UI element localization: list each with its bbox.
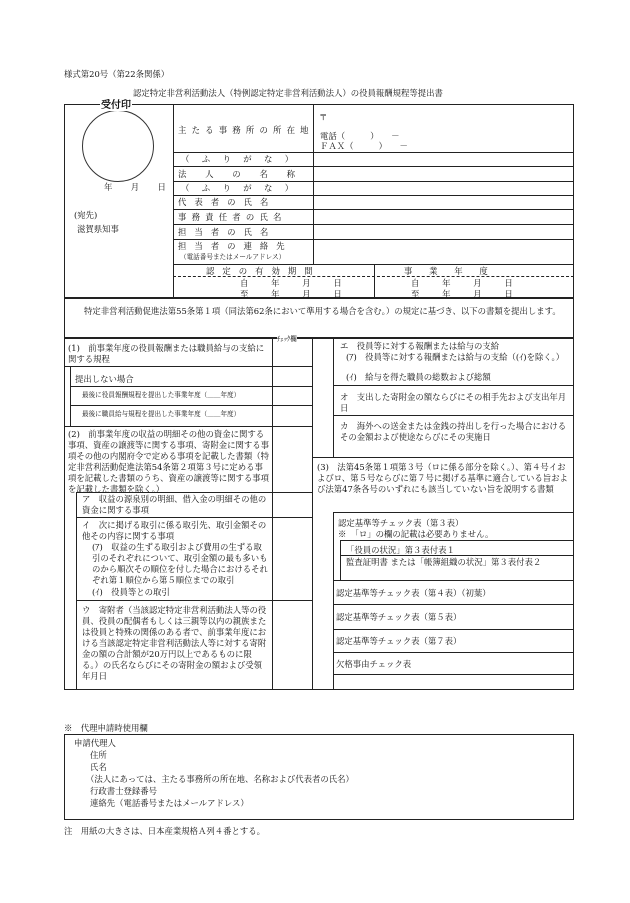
divider [333, 512, 574, 513]
divider [333, 604, 574, 605]
divider [70, 386, 312, 387]
divider [76, 492, 312, 493]
staff-contact-note: （電話番号またはメールアドレス） [180, 253, 286, 261]
divider [312, 457, 574, 458]
item-3: (3) 法第45条第１項第３号（ロに係る部分を除く。）、第４号イおよびロ、第５号ならびに第７号に掲げる基準に適合している旨および法第47条各号のいずれにも該当していない旨を説明する書類 [317, 462, 568, 494]
last-officer-year: 最後に役員報酬規程を提出した事業年度（＿＿年度） [82, 391, 241, 399]
form-number: 様式第20号（第22条関係） [64, 69, 170, 79]
divider [173, 224, 574, 225]
rep-name-label: 代表者の氏名 [178, 197, 277, 207]
validity-to: 至 年 月 日 [240, 289, 344, 299]
divider [333, 674, 574, 675]
divider [173, 181, 574, 182]
divider [173, 104, 174, 298]
divider [333, 385, 334, 457]
fiscal-year-label: 事 業 年 度 [404, 266, 488, 276]
furigana-label-2: （ ふ り が な ） [181, 183, 296, 193]
addressee-honorific: (宛先) [74, 210, 98, 220]
checklist-table-3: 認定基準等チェック表（第３表） [338, 518, 464, 528]
item-2e-b: (ｲ) 給与を得た職員の総数および総額 [346, 372, 491, 382]
corp-name-label: 法 人 の 名 称 [178, 169, 301, 179]
validity-from: 自 年 月 日 [240, 278, 344, 288]
item-2u: ウ 寄附者（当該認定特定非営利活動法人等の役員、役員の配偶者もしくは三親等以内の親族または役員と特殊の関係のある者で、前事業年度における当該認定特定非営利活動法人等に対する寄附金の額の合計額が20万円以上であるものに限る。）の氏名ならびにその寄附金の額および受領年月日 [82, 605, 267, 681]
checklist-table-5: 認定基準等チェック表（第５表） [336, 612, 462, 622]
postal-mark: 〒 [319, 112, 328, 122]
fiscal-to: 至 年 月 日 [411, 289, 515, 299]
reception-stamp-circle [82, 110, 154, 182]
item-2: (2) 前事業年度の収益の明細その他の資金に関する事項、資産の譲渡等に関する事項、寄附金に関する事項その他の内閣府令で定める事項を記載した書類（特定非営利活動促進法第54条第２項第３号に定める事項を記載した書類のうち、資産の譲渡等に関する事項を記載した書類を除く。） [68, 429, 269, 494]
item-2i: イ 次に掲げる取引に係る取引先、取引金額その他その内容に関する事項 [82, 520, 267, 541]
document-title: 認定特定非営利活動法人（特例認定特定非営利活動法人）の役員報酬規程等提出書 [133, 88, 443, 98]
divider [173, 152, 574, 153]
divider [173, 195, 574, 196]
tel-field: 電話（ ） － [320, 131, 400, 141]
divider [374, 264, 375, 298]
agent-name: 氏名 [90, 762, 107, 772]
stamp-date: 年 月 日 [104, 182, 171, 192]
divider [333, 385, 574, 386]
staff-name-label: 担当者の氏名 [178, 227, 277, 237]
divider [173, 166, 574, 167]
item-2i-a: (ｱ) 収益の生ずる取引および費用の生ずる取引のそれぞれについて、取引金額の最も多いものから順次その順位を付した場合におけるそれぞれ第１順位から第５順位までの取引 [92, 542, 268, 585]
not-submit-label: 提出しない場合 [75, 374, 134, 384]
divider [333, 580, 574, 581]
divider [340, 555, 574, 556]
last-staff-year: 最後に職員給与規程を提出した事業年度（＿＿年度） [82, 410, 241, 418]
item-2o: オ 支出した寄附金の額ならびにその相手先および支出年月日 [340, 392, 567, 413]
item-2ka: カ 海外への送金または金銭の持出しを行った場合におけるその金額および使途ならびにその実施日 [340, 421, 567, 442]
reception-stamp-label: 受付印 [101, 100, 131, 111]
divider [76, 600, 312, 601]
agent-corp-note: （法人にあっては、主たる事務所の所在地、名称および代表者の氏名） [86, 774, 354, 784]
checklist-table-3-appendix-1: 「役員の状況」第３表付表１ [346, 545, 455, 555]
divider [272, 338, 273, 690]
divider [64, 426, 312, 427]
check-column-header: ﾁｪｯｸ欄 [277, 335, 297, 343]
divider [70, 366, 71, 426]
office-address-label: 主たる事務所の所在地 [178, 125, 314, 135]
agent-contact: 連絡先（電話番号またはメールアドレス） [90, 798, 249, 808]
divider [333, 415, 574, 416]
checklist-table-3-note: ※ 「ロ」の欄の記載は必要ありません。 [338, 529, 494, 539]
fiscal-from: 自 年 月 日 [411, 278, 515, 288]
divider [173, 239, 574, 240]
intro-text: 特定非営利活動促進法第55条第１項（同法第62条において準用する場合を含む。）の規定に基づき、以下の書類を提出します。 [84, 306, 561, 316]
item-2e-a: (ｱ) 役員等に対する報酬または給与の支給（(ｲ)を除く。） [346, 352, 565, 362]
staff-contact-label: 担当者の連絡先 [178, 241, 293, 251]
disqualification-checklist: 欠格事由チェック表 [336, 659, 412, 669]
divider [173, 209, 574, 210]
item-1: (1) 前事業年度の役員報酬または職員給与の支給に関する規程 [68, 343, 265, 364]
checklist-table-7: 認定基準等チェック表（第７表） [336, 636, 462, 646]
divider [333, 652, 574, 653]
agent-registration-number: 行政書士登録番号 [90, 786, 157, 796]
agent-section-title: ※ 代理申請時使用欄 [64, 723, 148, 733]
addressee-name: 滋賀県知事 [77, 224, 119, 234]
agent-address: 住所 [90, 750, 107, 760]
furigana-label-1: （ ふ り が な ） [181, 154, 296, 164]
divider [312, 338, 313, 690]
divider [340, 540, 574, 541]
agent-label: 申請代理人 [74, 738, 116, 748]
divider [333, 629, 574, 630]
intro-box [64, 298, 574, 338]
divider [340, 540, 341, 580]
checklist-table-4: 認定基準等チェック表（第４表）（初葉） [336, 588, 491, 598]
divider [64, 366, 312, 367]
divider [76, 517, 312, 518]
fax-field: ＦＡＸ（ ） － [320, 141, 408, 151]
paper-size-note: 注 用紙の大きさは、日本産業規格Ａ列４番とする。 [64, 826, 265, 836]
item-2e: エ 役員等に対する報酬または給与の支給 [340, 341, 500, 351]
checklist-table-3-appendix-2: 監査証明書 または「帳簿組織の状況」第３表付表２ [346, 557, 542, 567]
validity-period-label: 認定の有効期間 [206, 266, 321, 276]
divider [76, 492, 77, 690]
divider [333, 512, 334, 690]
item-2a: ア 収益の源泉別の明細、借入金の明細その他の資金に関する事項 [82, 494, 267, 515]
office-manager-label: 事務責任者の氏名 [178, 212, 287, 222]
item-2i-b: (ｲ) 役員等との取引 [92, 587, 170, 597]
divider [70, 405, 312, 406]
